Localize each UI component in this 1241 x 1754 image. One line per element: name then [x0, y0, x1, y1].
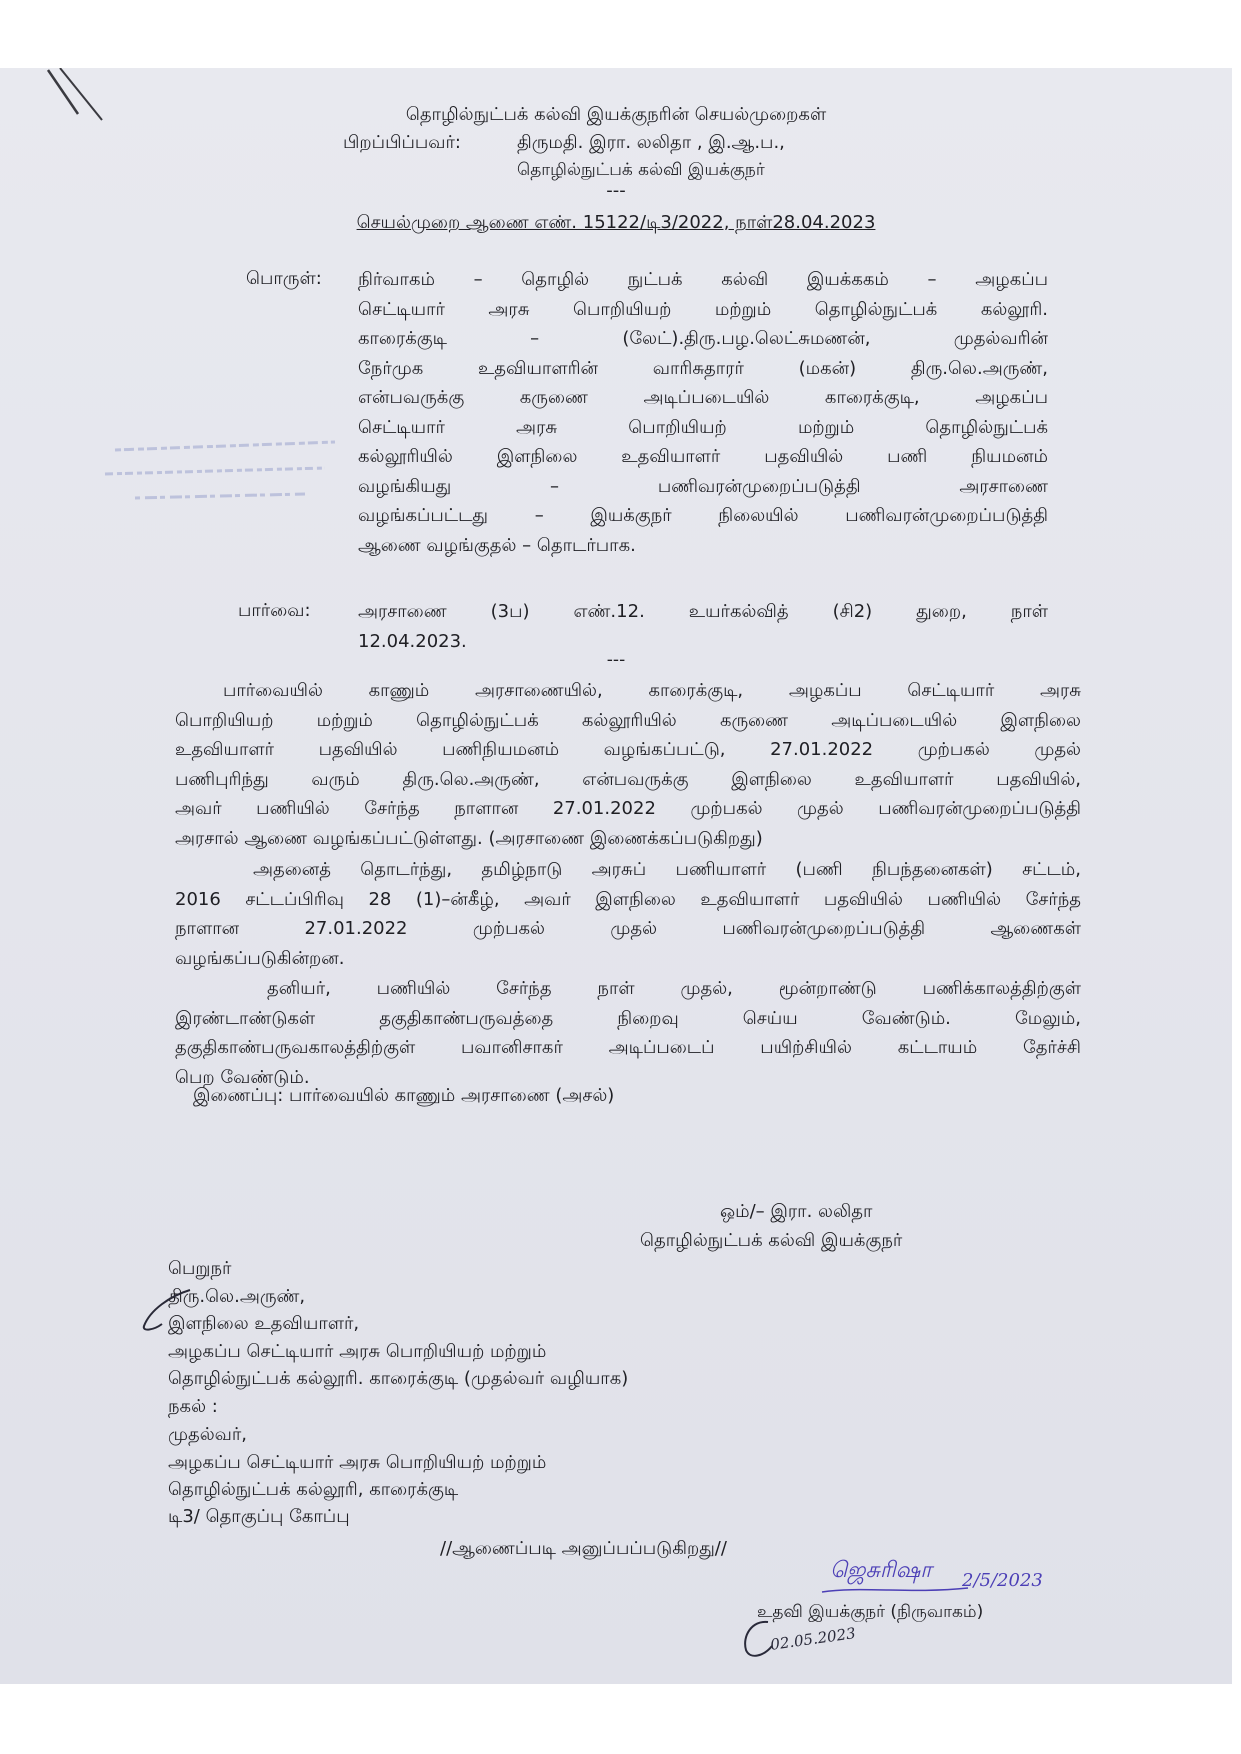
subject-line: ஆணை வழங்குதல் – தொடர்பாக. — [358, 534, 636, 556]
recipient-line: தொழில்நுட்பக் கல்லூரி. காரைக்குடி (முதல்வர் வழியாக) — [168, 1368, 629, 1389]
staple-mark-icon — [40, 68, 120, 138]
subject-line: என்பவருக்கு கருணை அடிப்படையில் காரைக்குடி, அழகப்ப — [358, 387, 1048, 408]
issuer-designation: தொழில்நுட்பக் கல்வி இயக்குநர் — [517, 160, 765, 180]
issuer-label: பிறப்பிப்பவர்: — [343, 132, 461, 153]
subject-line: செட்டியார் அரசு பொறியியற் மற்றும் தொழில்நுட்பக் — [358, 416, 1048, 438]
issuer-name: திருமதி. இரா. லலிதா , இ.ஆ.ப., — [517, 132, 785, 153]
header-separator: --- — [606, 180, 626, 201]
body-line: அரசால் ஆணை வழங்கப்பட்டுள்ளது. (அரசாணை இணைக்கப்படுகிறது) — [175, 827, 763, 849]
copy-line: தொழில்நுட்பக் கல்லூரி, காரைக்குடி — [168, 1479, 459, 1500]
signatory-name: ஒம்/– இரா. லலிதா — [720, 1201, 873, 1222]
copy-label: நகல் : — [168, 1396, 218, 1417]
reference-line: 12.04.2023. — [358, 630, 467, 652]
signature-underline — [820, 1584, 970, 1596]
subject-label: பொருள்: — [246, 268, 322, 289]
copy-line: முதல்வர், — [168, 1424, 248, 1445]
reference-text — [358, 597, 1048, 656]
body-paragraph-3 — [175, 974, 1081, 1092]
subject-line: வழங்கப்பட்டது – இயக்குநர் நிலையில் பணிவரன்முறைப்படுத்தி — [358, 505, 1048, 526]
body-paragraph-2 — [175, 855, 1081, 973]
body-line: இரண்டாண்டுகள் தகுதிகாண்பருவத்தை நிறைவு செய்ய வேண்டும். மேலும், — [175, 1007, 1081, 1029]
body-line: நாளான 27.01.2022 முற்பகல் முதல் பணிவரன்முறைப்படுத்தி ஆணைகள் — [175, 918, 1081, 939]
order-reference: செயல்முறை ஆணை எண். 15122/டி3/2022, நாள்28.04.2023 — [356, 212, 876, 233]
body-line: அதனைத் தொடர்ந்து, தமிழ்நாடு அரசுப் பணியாளர் (பணி நிபந்தனைகள்) சட்டம், — [253, 859, 1081, 880]
assistant-director-designation: உதவி இயக்குநர் (நிருவாகம்) — [757, 1602, 984, 1622]
initial-date: 02.05.2023 — [769, 1624, 857, 1654]
body-line: அவர் பணியில் சேர்ந்த நாளான 27.01.2022 முற்பகல் முதல் பணிவரன்முறைப்படுத்தி — [175, 798, 1081, 819]
recipient-line: திரு.லெ.அருண், — [168, 1286, 306, 1307]
signatory-designation: தொழில்நுட்பக் கல்வி இயக்குநர் — [640, 1230, 903, 1251]
subject-line: நிர்வாகம் – தொழில் நுட்பக் கல்வி இயக்ககம் – அழகப்ப — [358, 269, 1048, 290]
recipient-label: பெறுநர் — [168, 1258, 232, 1279]
body-line: 2016 சட்டப்பிரிவு 28 (1)–ன்கீழ், அவர் இளநிலை உதவியாளர் பதவியில் பணியில் சேர்ந்த — [175, 888, 1081, 910]
initial-mark-icon — [738, 1616, 778, 1666]
body-line: தனியர், பணியில் சேர்ந்த நாள் முதல், மூன்றாண்டு பணிக்காலத்திற்குள் — [267, 978, 1081, 999]
forwarding-note: //ஆணைப்படி அனுப்பப்படுகிறது// — [440, 1538, 727, 1559]
reference-label: பார்வை: — [238, 600, 311, 621]
body-line: உதவியாளர் பதவியில் பணிநியமனம் வழங்கப்பட்டு, 27.01.2022 முற்பகல் முதல் — [175, 739, 1081, 760]
reference-line: அரசாணை (3ப) எண்.12. உயர்கல்வித் (சி2) துறை, நாள் — [358, 601, 1048, 622]
body-line: தகுதிகாண்பருவகாலத்திற்குள் பவானிசாகர் அடிப்படைப் பயிற்சியில் கட்டாயம் தேர்ச்சி — [175, 1037, 1081, 1058]
order-title: தொழில்நுட்பக் கல்வி இயக்குநரின் செயல்முறைகள் — [405, 104, 827, 125]
body-line: பார்வையில் காணும் அரசாணையில், காரைக்குடி, அழகப்ப செட்டியார் அரசு — [223, 680, 1081, 701]
subject-line: காரைக்குடி – (லேட்).திரு.பழ.லெட்சுமணன், முதல்வரின் — [358, 328, 1048, 349]
signature-date: 2/5/2023 — [962, 1570, 1043, 1591]
reference-separator: --- — [606, 650, 626, 670]
subject-line: நேர்முக உதவியாளரின் வாரிசுதாரர் (மகன்) திரு.லெ.அருண், — [358, 357, 1048, 379]
recipient-line: இளநிலை உதவியாளர், — [168, 1313, 360, 1334]
body-line: பணிபுரிந்து வரும் திரு.லெ.அருண், என்பவருக்கு இளநிலை உதவியாளர் பதவியில், — [175, 768, 1081, 790]
subject-line: செட்டியார் அரசு பொறியியற் மற்றும் தொழில்நுட்பக் கல்லூரி. — [358, 298, 1048, 320]
pen-tick-mark-icon — [140, 1282, 200, 1342]
body-line: வழங்கப்படுகின்றன. — [175, 947, 345, 969]
body-paragraph-1 — [175, 676, 1081, 853]
document-sheet — [0, 68, 1232, 1684]
copy-line: அழகப்ப செட்டியார் அரசு பொறியியற் மற்றும் — [168, 1452, 547, 1473]
recipient-line: அழகப்ப செட்டியார் அரசு பொறியியற் மற்றும் — [168, 1341, 547, 1362]
subject-line: வழங்கியது – பணிவரன்முறைப்படுத்தி அரசாணை — [358, 475, 1048, 497]
subject-text — [358, 265, 1048, 560]
body-line: பெற வேண்டும். — [175, 1066, 310, 1088]
enclosure-note: இணைப்பு: பார்வையில் காணும் அரசாணை (அசல்) — [193, 1085, 615, 1106]
copy-line: டி3/ தொகுப்பு கோப்பு — [168, 1506, 350, 1527]
body-line: பொறியியற் மற்றும் தொழில்நுட்பக் கல்லூரியில் கருணை அடிப்படையில் இளநிலை — [175, 709, 1081, 731]
subject-line: கல்லூரியில் இளநிலை உதவியாளர் பதவியில் பணி நியமனம் — [358, 446, 1048, 467]
faded-office-stamp — [100, 428, 350, 528]
handwritten-signature: ஜெசுரிஷா — [830, 1558, 932, 1583]
